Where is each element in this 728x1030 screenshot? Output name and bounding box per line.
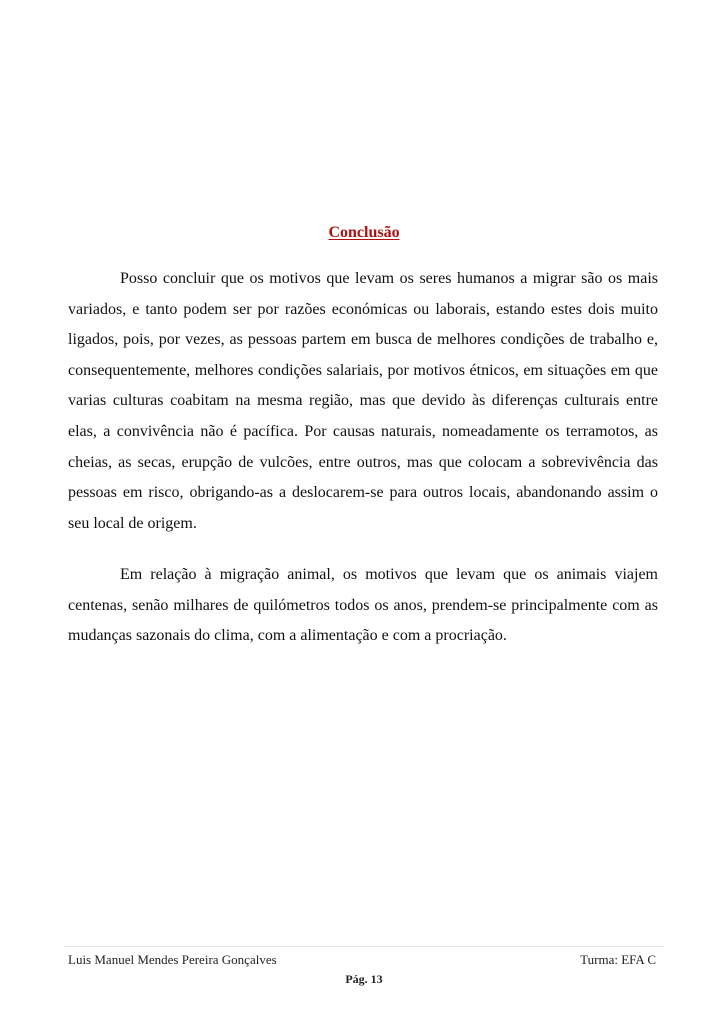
footer-divider bbox=[64, 946, 664, 947]
paragraph-1: Posso concluir que os motivos que levam os seres humanos a migrar são os mais variados, e tanto podem ser por razões económicas ou laborais, estando estes dois muito ligados, pois, por vezes, as pessoas partem em busca de melhores condições de trabalho e, consequentemente, melhores condições salariais, por motivos étnicos, em situações em que varias culturas coabitam na mesma região, mas que devido às diferenças culturais entre elas, a convivência não é pacífica. Por causas naturais, nomeadamente os terramotos, as cheias, as secas, erupção de vulcões, entre outros, mas que colocam a sobrevivência das pessoas em risco, obrigando-as a deslocarem-se para outros locais, abandonando assim o seu local de origem. bbox=[68, 270, 658, 532]
footer-class: Turma: EFA C bbox=[580, 952, 656, 967]
section-title: Conclusão bbox=[328, 224, 400, 241]
page-number: Pág. 13 bbox=[345, 972, 383, 986]
paragraph-1-container bbox=[68, 234, 658, 539]
footer-author: Luis Manuel Mendes Pereira Gonçalves bbox=[68, 952, 277, 967]
paragraph-2-container bbox=[68, 560, 658, 652]
paragraph-2: Em relação à migração animal, os motivos que levam que os animais viajem centenas, senão milhares de quilómetros todos os anos, prendem-se principalmente com as mudanças sazonais do clima, com a alimentação e com a procriação. bbox=[68, 566, 658, 645]
